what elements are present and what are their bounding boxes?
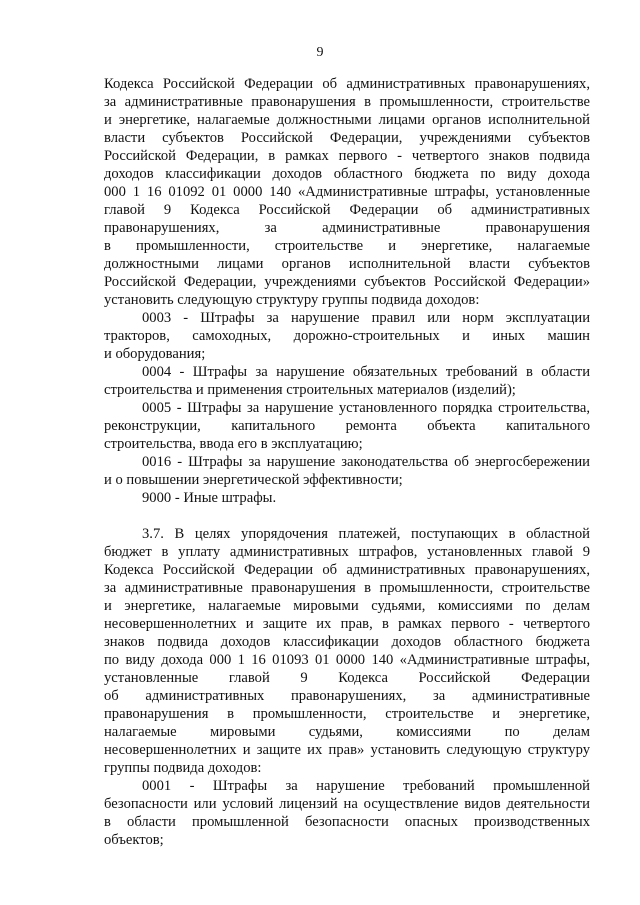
text-line: объектов; — [104, 832, 164, 848]
text-line: реконструкции, капитального ремонта объекта капитального — [104, 418, 590, 434]
list-item-line: 0001 - Штрафы за нарушение требований промышленной — [142, 778, 590, 794]
text-line: Кодекса Российской Федерации об административных правонарушениях, — [104, 562, 590, 578]
text-line: налагаемые мировыми судьями, комиссиями по делам — [104, 724, 590, 740]
text-line: и энергетике, налагаемые мировыми судьями, комиссиями по делам — [104, 598, 590, 614]
text-line: Кодекса Российской Федерации об административных правонарушениях, — [104, 76, 590, 92]
text-line: за административные правонарушения в промышленности, строительстве — [104, 580, 590, 596]
text-line: доходов классификации доходов областного бюджета по виду дохода — [104, 166, 590, 182]
text-line: бюджет в уплату административных штрафов, установленных главой 9 — [104, 544, 590, 560]
list-item-line: 0004 - Штрафы за нарушение обязательных требований в области — [142, 364, 590, 380]
text-line: правонарушения в промышленности, строительстве и энергетике, — [104, 706, 590, 722]
list-item-line: 9000 - Иные штрафы. — [142, 490, 277, 506]
text-line: 000 1 16 01092 01 0000 140 «Административные штрафы, установленные — [104, 184, 590, 200]
text-line: безопасности или условий лицензий на осуществление видов деятельности — [104, 796, 590, 812]
text-line: группы подвида доходов: — [104, 760, 262, 776]
text-line: власти субъектов Российской Федерации, учреждениями субъектов — [104, 130, 590, 146]
text-line: и о повышении энергетической эффективности; — [104, 472, 403, 488]
text-line: в промышленности, строительстве и энергетике, налагаемые — [104, 238, 590, 254]
text-line: Российской Федерации, в рамках первого - четвертого знаков подвида — [104, 148, 590, 164]
text-line: правонарушениях, за административные правонарушения — [104, 220, 590, 236]
list-item-line: 0005 - Штрафы за нарушение установленного порядка строительства, — [142, 400, 590, 416]
text-line: несовершеннолетних и защите их прав» установить следующую структуру — [104, 742, 590, 758]
text-line: знаков подвида доходов классификации доходов областного бюджета — [104, 634, 590, 650]
text-line: несовершеннолетних и защите их прав, в рамках первого - четвертого — [104, 616, 590, 632]
text-line: об административных правонарушениях, за административные — [104, 688, 590, 704]
text-line: главой 9 Кодекса Российской Федерации об административных — [104, 202, 590, 218]
paragraph-first-line: 3.7. В целях упорядочения платежей, поступающих в областной — [142, 526, 590, 542]
text-line: за административные правонарушения в промышленности, строительстве — [104, 94, 590, 110]
text-line: установить следующую структуру группы подвида доходов: — [104, 292, 480, 308]
text-line: строительства, ввода его в эксплуатацию; — [104, 436, 363, 452]
text-line: строительства и применения строительных материалов (изделий); — [104, 382, 516, 398]
text-line: по виду дохода 000 1 16 01093 01 0000 140 «Административные штрафы, — [104, 652, 590, 668]
text-line: и энергетике, налагаемые должностными лицами органов исполнительной — [104, 112, 590, 128]
page-number: 9 — [316, 45, 324, 60]
text-line: Российской Федерации, учреждениями субъектов Российской Федерации» — [104, 274, 590, 290]
list-item-line: 0016 - Штрафы за нарушение законодательства об энергосбережении — [142, 454, 590, 470]
text-line: тракторов, самоходных, дорожно-строительных и иных машин — [104, 328, 590, 344]
text-line: в области промышленной безопасности опасных производственных — [104, 814, 590, 830]
text-line: и оборудования; — [104, 346, 206, 362]
list-item-line: 0003 - Штрафы за нарушение правил или норм эксплуатации — [142, 310, 590, 326]
text-line: должностными лицами органов исполнительной власти субъектов — [104, 256, 590, 272]
text-line: установленные главой 9 Кодекса Российской Федерации — [104, 670, 590, 686]
